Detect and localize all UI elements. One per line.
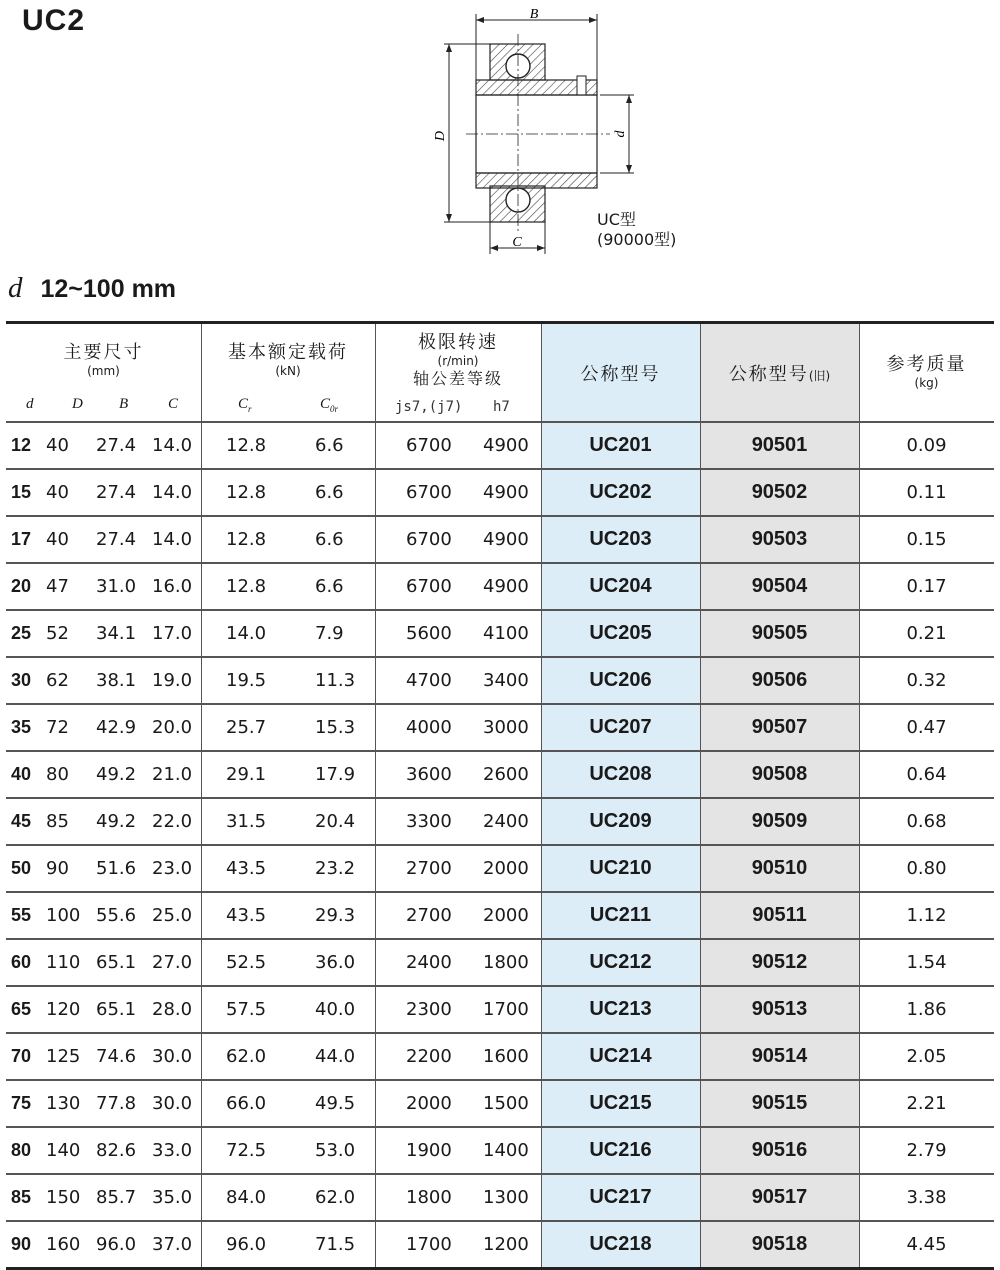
cell-outer-d: 40: [46, 435, 69, 456]
cell-d: 35: [11, 717, 32, 737]
cell-c0r: 6.6: [315, 482, 344, 503]
table-row: [6, 421, 994, 468]
cell-speed-js7: 6700: [406, 482, 452, 503]
cell-d: 20: [11, 576, 32, 596]
cell-model: UC214: [589, 1045, 652, 1067]
cell-speed-js7: 1800: [406, 1187, 452, 1208]
cell-speed-js7: 1900: [406, 1140, 452, 1161]
header-dims-title: 主要尺寸: [63, 342, 144, 363]
cell-d: 30: [11, 670, 32, 690]
cell-speed-h7: 2400: [483, 811, 529, 832]
cell-b: 74.6: [96, 1046, 137, 1067]
cell-weight: 4.45: [906, 1234, 947, 1255]
cell-c0r: 29.3: [315, 905, 356, 926]
header-load-unit: (kN): [275, 364, 301, 378]
column-divider: [375, 1034, 376, 1079]
column-divider: [375, 1128, 376, 1173]
column-divider: [201, 799, 202, 844]
table-row: [6, 797, 994, 844]
cell-weight: 0.21: [906, 623, 947, 644]
column-divider: [201, 423, 202, 468]
cell-speed-h7: 1700: [483, 999, 529, 1020]
cell-c0r: 62.0: [315, 1187, 356, 1208]
cell-model: UC208: [589, 763, 652, 785]
cell-d: 15: [11, 482, 32, 502]
cell-b: 77.8: [96, 1093, 137, 1114]
cell-old-model: 90506: [751, 669, 808, 691]
cell-c: 20.0: [152, 717, 193, 738]
cell-speed-js7: 3300: [406, 811, 452, 832]
table-row: [6, 1032, 994, 1079]
cell-outer-d: 160: [46, 1234, 81, 1255]
cell-speed-h7: 1200: [483, 1234, 529, 1255]
cell-b: 55.6: [96, 905, 137, 926]
column-divider: [201, 752, 202, 797]
caption-line-2: (90000型): [597, 230, 677, 249]
cell-old-model: 90512: [751, 951, 808, 973]
cell-outer-d: 90: [46, 858, 69, 879]
cell-c: 21.0: [152, 764, 193, 785]
cell-speed-h7: 4900: [483, 576, 529, 597]
cell-speed-h7: 1500: [483, 1093, 529, 1114]
header-weight-unit: (kg): [914, 376, 939, 390]
cell-model: UC213: [589, 998, 652, 1020]
cell-weight: 0.47: [906, 717, 947, 738]
cell-cr: 84.0: [226, 1187, 267, 1208]
cell-d: 60: [11, 952, 32, 972]
cell-cr: 31.5: [226, 811, 267, 832]
cell-cr: 29.1: [226, 764, 267, 785]
cell-c: 28.0: [152, 999, 193, 1020]
cell-weight: 0.15: [906, 529, 947, 550]
cell-speed-js7: 2700: [406, 905, 452, 926]
cell-outer-d: 125: [46, 1046, 81, 1067]
cell-d: 17: [11, 529, 32, 549]
cell-model: UC216: [589, 1139, 652, 1161]
table-row: [6, 562, 994, 609]
cell-model: UC217: [589, 1186, 652, 1208]
table-row: [6, 985, 994, 1032]
header-old-model-title: 公称型号: [728, 364, 809, 385]
header-model-title: 公称型号: [580, 364, 661, 385]
column-divider: [375, 705, 376, 750]
cell-c: 37.0: [152, 1234, 193, 1255]
cell-c: 30.0: [152, 1093, 193, 1114]
cell-weight: 0.09: [906, 435, 947, 456]
header-speed: [375, 332, 541, 390]
dim-label-B: B: [529, 7, 539, 22]
column-divider: [375, 940, 376, 985]
cell-outer-d: 110: [46, 952, 81, 973]
header-old-model-suffix: (旧): [808, 369, 831, 383]
cell-old-model: 90501: [751, 434, 808, 456]
table-row: [6, 938, 994, 985]
bearing-table: [6, 321, 994, 1270]
column-divider: [201, 1222, 202, 1267]
cell-speed-h7: 2000: [483, 905, 529, 926]
cell-model: UC212: [589, 951, 652, 973]
column-divider: [201, 564, 202, 609]
bore-range: [8, 272, 176, 305]
cell-speed-js7: 2200: [406, 1046, 452, 1067]
cell-old-model: 90502: [751, 481, 808, 503]
cell-model: UC205: [589, 622, 652, 644]
cell-speed-h7: 2000: [483, 858, 529, 879]
column-divider: [201, 1034, 202, 1079]
cell-old-model: 90507: [751, 716, 808, 738]
cell-b: 65.1: [96, 999, 137, 1020]
cell-weight: 3.38: [906, 1187, 947, 1208]
column-divider: [201, 940, 202, 985]
cell-cr: 62.0: [226, 1046, 267, 1067]
table-row: [6, 515, 994, 562]
cell-speed-h7: 1400: [483, 1140, 529, 1161]
header-col-B: B: [119, 396, 129, 412]
cell-cr: 25.7: [226, 717, 267, 738]
header-old-model: [700, 364, 859, 387]
cell-b: 85.7: [96, 1187, 137, 1208]
cell-c: 19.0: [152, 670, 193, 691]
cell-b: 96.0: [96, 1234, 137, 1255]
drawing-caption: [597, 210, 676, 250]
table-row: [6, 844, 994, 891]
cell-old-model: 90508: [751, 763, 808, 785]
cell-weight: 0.64: [906, 764, 947, 785]
cell-old-model: 90514: [751, 1045, 808, 1067]
cell-speed-h7: 4100: [483, 623, 529, 644]
cell-outer-d: 40: [46, 529, 69, 550]
cell-d: 80: [11, 1140, 32, 1160]
cell-outer-d: 85: [46, 811, 69, 832]
header-col-c0r: $C_{0r}$: [320, 396, 339, 414]
cell-speed-h7: 1800: [483, 952, 529, 973]
cell-model: UC202: [589, 481, 652, 503]
cell-speed-js7: 2400: [406, 952, 452, 973]
header-speed-unit: (r/min): [437, 354, 479, 368]
cell-speed-js7: 2000: [406, 1093, 452, 1114]
cell-c: 17.0: [152, 623, 193, 644]
cell-c0r: 7.9: [315, 623, 344, 644]
cell-c: 23.0: [152, 858, 193, 879]
cell-outer-d: 130: [46, 1093, 81, 1114]
cell-old-model: 90513: [751, 998, 808, 1020]
cell-model: UC204: [589, 575, 652, 597]
column-divider: [375, 1081, 376, 1126]
cell-speed-js7: 3600: [406, 764, 452, 785]
cell-c: 35.0: [152, 1187, 193, 1208]
cell-weight: 1.12: [906, 905, 947, 926]
cell-speed-js7: 2300: [406, 999, 452, 1020]
page-title: UC2: [22, 4, 86, 37]
cell-d: 70: [11, 1046, 32, 1066]
cell-speed-h7: 3400: [483, 670, 529, 691]
header-col-d: d: [26, 396, 34, 412]
cell-c0r: 23.2: [315, 858, 356, 879]
cell-b: 38.1: [96, 670, 137, 691]
cell-c0r: 49.5: [315, 1093, 356, 1114]
header-model: [541, 364, 700, 386]
cell-c: 14.0: [152, 435, 193, 456]
range-text: 12~100 mm: [40, 275, 177, 303]
header-speed-title: 极限转速: [418, 332, 498, 353]
cell-b: 65.1: [96, 952, 137, 973]
cell-cr: 12.8: [226, 482, 267, 503]
cell-outer-d: 100: [46, 905, 81, 926]
cell-weight: 0.68: [906, 811, 947, 832]
header-col-D: D: [72, 396, 83, 412]
cell-weight: 0.17: [906, 576, 947, 597]
cell-c: 33.0: [152, 1140, 193, 1161]
header-col-js7: js7,(j7): [395, 399, 463, 415]
column-divider: [201, 705, 202, 750]
cell-b: 51.6: [96, 858, 137, 879]
cell-speed-h7: 1600: [483, 1046, 529, 1067]
column-divider: [201, 658, 202, 703]
cell-c: 30.0: [152, 1046, 193, 1067]
cell-weight: 1.86: [906, 999, 947, 1020]
cell-cr: 12.8: [226, 435, 267, 456]
cell-outer-d: 47: [46, 576, 69, 597]
column-divider: [201, 987, 202, 1032]
column-divider: [375, 658, 376, 703]
cell-d: 75: [11, 1093, 32, 1113]
cell-speed-js7: 4700: [406, 670, 452, 691]
header-col-cr: $C_r$: [238, 396, 252, 414]
cell-weight: 2.79: [906, 1140, 947, 1161]
dim-label-d: d: [613, 130, 628, 138]
column-divider: [375, 517, 376, 562]
cell-speed-h7: 4900: [483, 435, 529, 456]
table-row: [6, 656, 994, 703]
cell-c0r: 36.0: [315, 952, 356, 973]
header-col-C: C: [168, 396, 179, 412]
cell-d: 40: [11, 764, 32, 784]
cell-c0r: 17.9: [315, 764, 356, 785]
table-row: [6, 1079, 994, 1126]
cell-c0r: 44.0: [315, 1046, 356, 1067]
cell-d: 85: [11, 1187, 32, 1207]
cell-model: UC206: [589, 669, 652, 691]
column-divider: [375, 564, 376, 609]
cell-old-model: 90516: [751, 1139, 808, 1161]
cell-c0r: 6.6: [315, 529, 344, 550]
column-divider: [375, 470, 376, 515]
cell-model: UC215: [589, 1092, 652, 1114]
column-divider: [201, 470, 202, 515]
cell-model: UC207: [589, 716, 652, 738]
cell-model: UC211: [589, 904, 652, 926]
column-divider: [375, 752, 376, 797]
header-load-title: 基本额定载荷: [228, 342, 348, 363]
cell-c0r: 53.0: [315, 1140, 356, 1161]
table-row: [6, 1126, 994, 1173]
cell-outer-d: 62: [46, 670, 69, 691]
cell-weight: 0.32: [906, 670, 947, 691]
cell-old-model: 90515: [751, 1092, 808, 1114]
cell-weight: 2.21: [906, 1093, 947, 1114]
column-divider: [375, 1222, 376, 1267]
cell-speed-h7: 1300: [483, 1187, 529, 1208]
cell-speed-js7: 6700: [406, 529, 452, 550]
cell-speed-h7: 2600: [483, 764, 529, 785]
cell-cr: 12.8: [226, 529, 267, 550]
cell-model: UC203: [589, 528, 652, 550]
range-symbol: d: [8, 272, 23, 304]
cell-speed-js7: 5600: [406, 623, 452, 644]
cell-b: 49.2: [96, 811, 137, 832]
cell-outer-d: 80: [46, 764, 69, 785]
cell-b: 27.4: [96, 435, 137, 456]
cell-c0r: 6.6: [315, 435, 344, 456]
table-row: [6, 609, 994, 656]
header-weight-title: 参考质量: [886, 354, 967, 375]
cell-b: 27.4: [96, 482, 137, 503]
cell-old-model: 90505: [751, 622, 808, 644]
table-row: [6, 750, 994, 797]
cell-c: 27.0: [152, 952, 193, 973]
cell-c: 25.0: [152, 905, 193, 926]
column-divider: [375, 1175, 376, 1220]
column-divider: [201, 893, 202, 938]
cell-cr: 52.5: [226, 952, 267, 973]
cell-c: 14.0: [152, 529, 193, 550]
cell-model: UC201: [589, 434, 652, 456]
header-weight: [859, 354, 994, 390]
cell-c: 16.0: [152, 576, 193, 597]
cell-c: 14.0: [152, 482, 193, 503]
cell-c0r: 6.6: [315, 576, 344, 597]
cell-speed-js7: 2700: [406, 858, 452, 879]
cell-speed-js7: 6700: [406, 576, 452, 597]
table-body: [6, 421, 994, 1267]
column-divider: [201, 1128, 202, 1173]
cell-old-model: 90510: [751, 857, 808, 879]
cell-outer-d: 140: [46, 1140, 81, 1161]
cell-weight: 2.05: [906, 1046, 947, 1067]
table-row: [6, 1220, 994, 1267]
cell-b: 82.6: [96, 1140, 137, 1161]
cell-speed-js7: 1700: [406, 1234, 452, 1255]
caption-line-1: UC型: [597, 210, 636, 229]
cell-cr: 66.0: [226, 1093, 267, 1114]
cell-d: 65: [11, 999, 32, 1019]
cell-model: UC209: [589, 810, 652, 832]
cell-weight: 0.80: [906, 858, 947, 879]
cell-cr: 43.5: [226, 905, 267, 926]
column-divider: [375, 423, 376, 468]
cell-d: 45: [11, 811, 32, 831]
cell-d: 55: [11, 905, 32, 925]
cell-b: 31.0: [96, 576, 137, 597]
cell-speed-js7: 4000: [406, 717, 452, 738]
cell-model: UC218: [589, 1233, 652, 1255]
cell-b: 27.4: [96, 529, 137, 550]
cell-weight: 0.11: [906, 482, 947, 503]
cell-outer-d: 52: [46, 623, 69, 644]
cell-b: 42.9: [96, 717, 137, 738]
column-divider: [375, 987, 376, 1032]
table-row: [6, 891, 994, 938]
cell-speed-h7: 4900: [483, 482, 529, 503]
cell-old-model: 90517: [751, 1186, 808, 1208]
cell-c0r: 20.4: [315, 811, 356, 832]
table-row: [6, 703, 994, 750]
cell-speed-h7: 3000: [483, 717, 529, 738]
table-row: [6, 1173, 994, 1220]
cell-c0r: 71.5: [315, 1234, 356, 1255]
column-divider: [201, 517, 202, 562]
cell-cr: 72.5: [226, 1140, 267, 1161]
cell-c0r: 15.3: [315, 717, 356, 738]
cell-weight: 1.54: [906, 952, 947, 973]
cell-outer-d: 120: [46, 999, 81, 1020]
cell-old-model: 90511: [752, 904, 807, 926]
cell-speed-h7: 4900: [483, 529, 529, 550]
column-divider: [201, 611, 202, 656]
table-header: [6, 324, 994, 421]
cell-cr: 19.5: [226, 670, 267, 691]
cell-b: 49.2: [96, 764, 137, 785]
cell-outer-d: 150: [46, 1187, 81, 1208]
cell-c0r: 11.3: [315, 670, 356, 691]
header-speed-sub: 轴公差等级: [412, 369, 503, 388]
cell-c0r: 40.0: [315, 999, 356, 1020]
cell-d: 25: [11, 623, 32, 643]
header-dims-unit: (mm): [87, 364, 120, 378]
column-divider: [201, 1081, 202, 1126]
cell-cr: 96.0: [226, 1234, 267, 1255]
cell-cr: 43.5: [226, 858, 267, 879]
column-divider: [375, 611, 376, 656]
column-divider: [201, 846, 202, 891]
cell-cr: 12.8: [226, 576, 267, 597]
column-divider: [375, 846, 376, 891]
cell-cr: 14.0: [226, 623, 267, 644]
cell-old-model: 90504: [751, 575, 808, 597]
cell-d: 50: [11, 858, 32, 878]
dim-label-D: D: [433, 130, 448, 142]
cell-c: 22.0: [152, 811, 193, 832]
cell-old-model: 90509: [751, 810, 808, 832]
column-divider: [201, 1175, 202, 1220]
column-divider: [375, 799, 376, 844]
cell-d: 90: [11, 1234, 32, 1254]
cell-speed-js7: 6700: [406, 435, 452, 456]
header-col-h7: h7: [493, 399, 510, 415]
cell-cr: 57.5: [226, 999, 267, 1020]
cell-old-model: 90503: [751, 528, 808, 550]
cell-model: UC210: [589, 857, 652, 879]
column-divider: [375, 893, 376, 938]
table-row: [6, 468, 994, 515]
header-load: [201, 342, 375, 378]
cell-outer-d: 40: [46, 482, 69, 503]
dim-label-C: C: [512, 235, 522, 250]
header-dims: [6, 342, 201, 378]
cell-outer-d: 72: [46, 717, 69, 738]
cell-b: 34.1: [96, 623, 137, 644]
cell-old-model: 90518: [751, 1233, 808, 1255]
cell-d: 12: [11, 435, 32, 455]
